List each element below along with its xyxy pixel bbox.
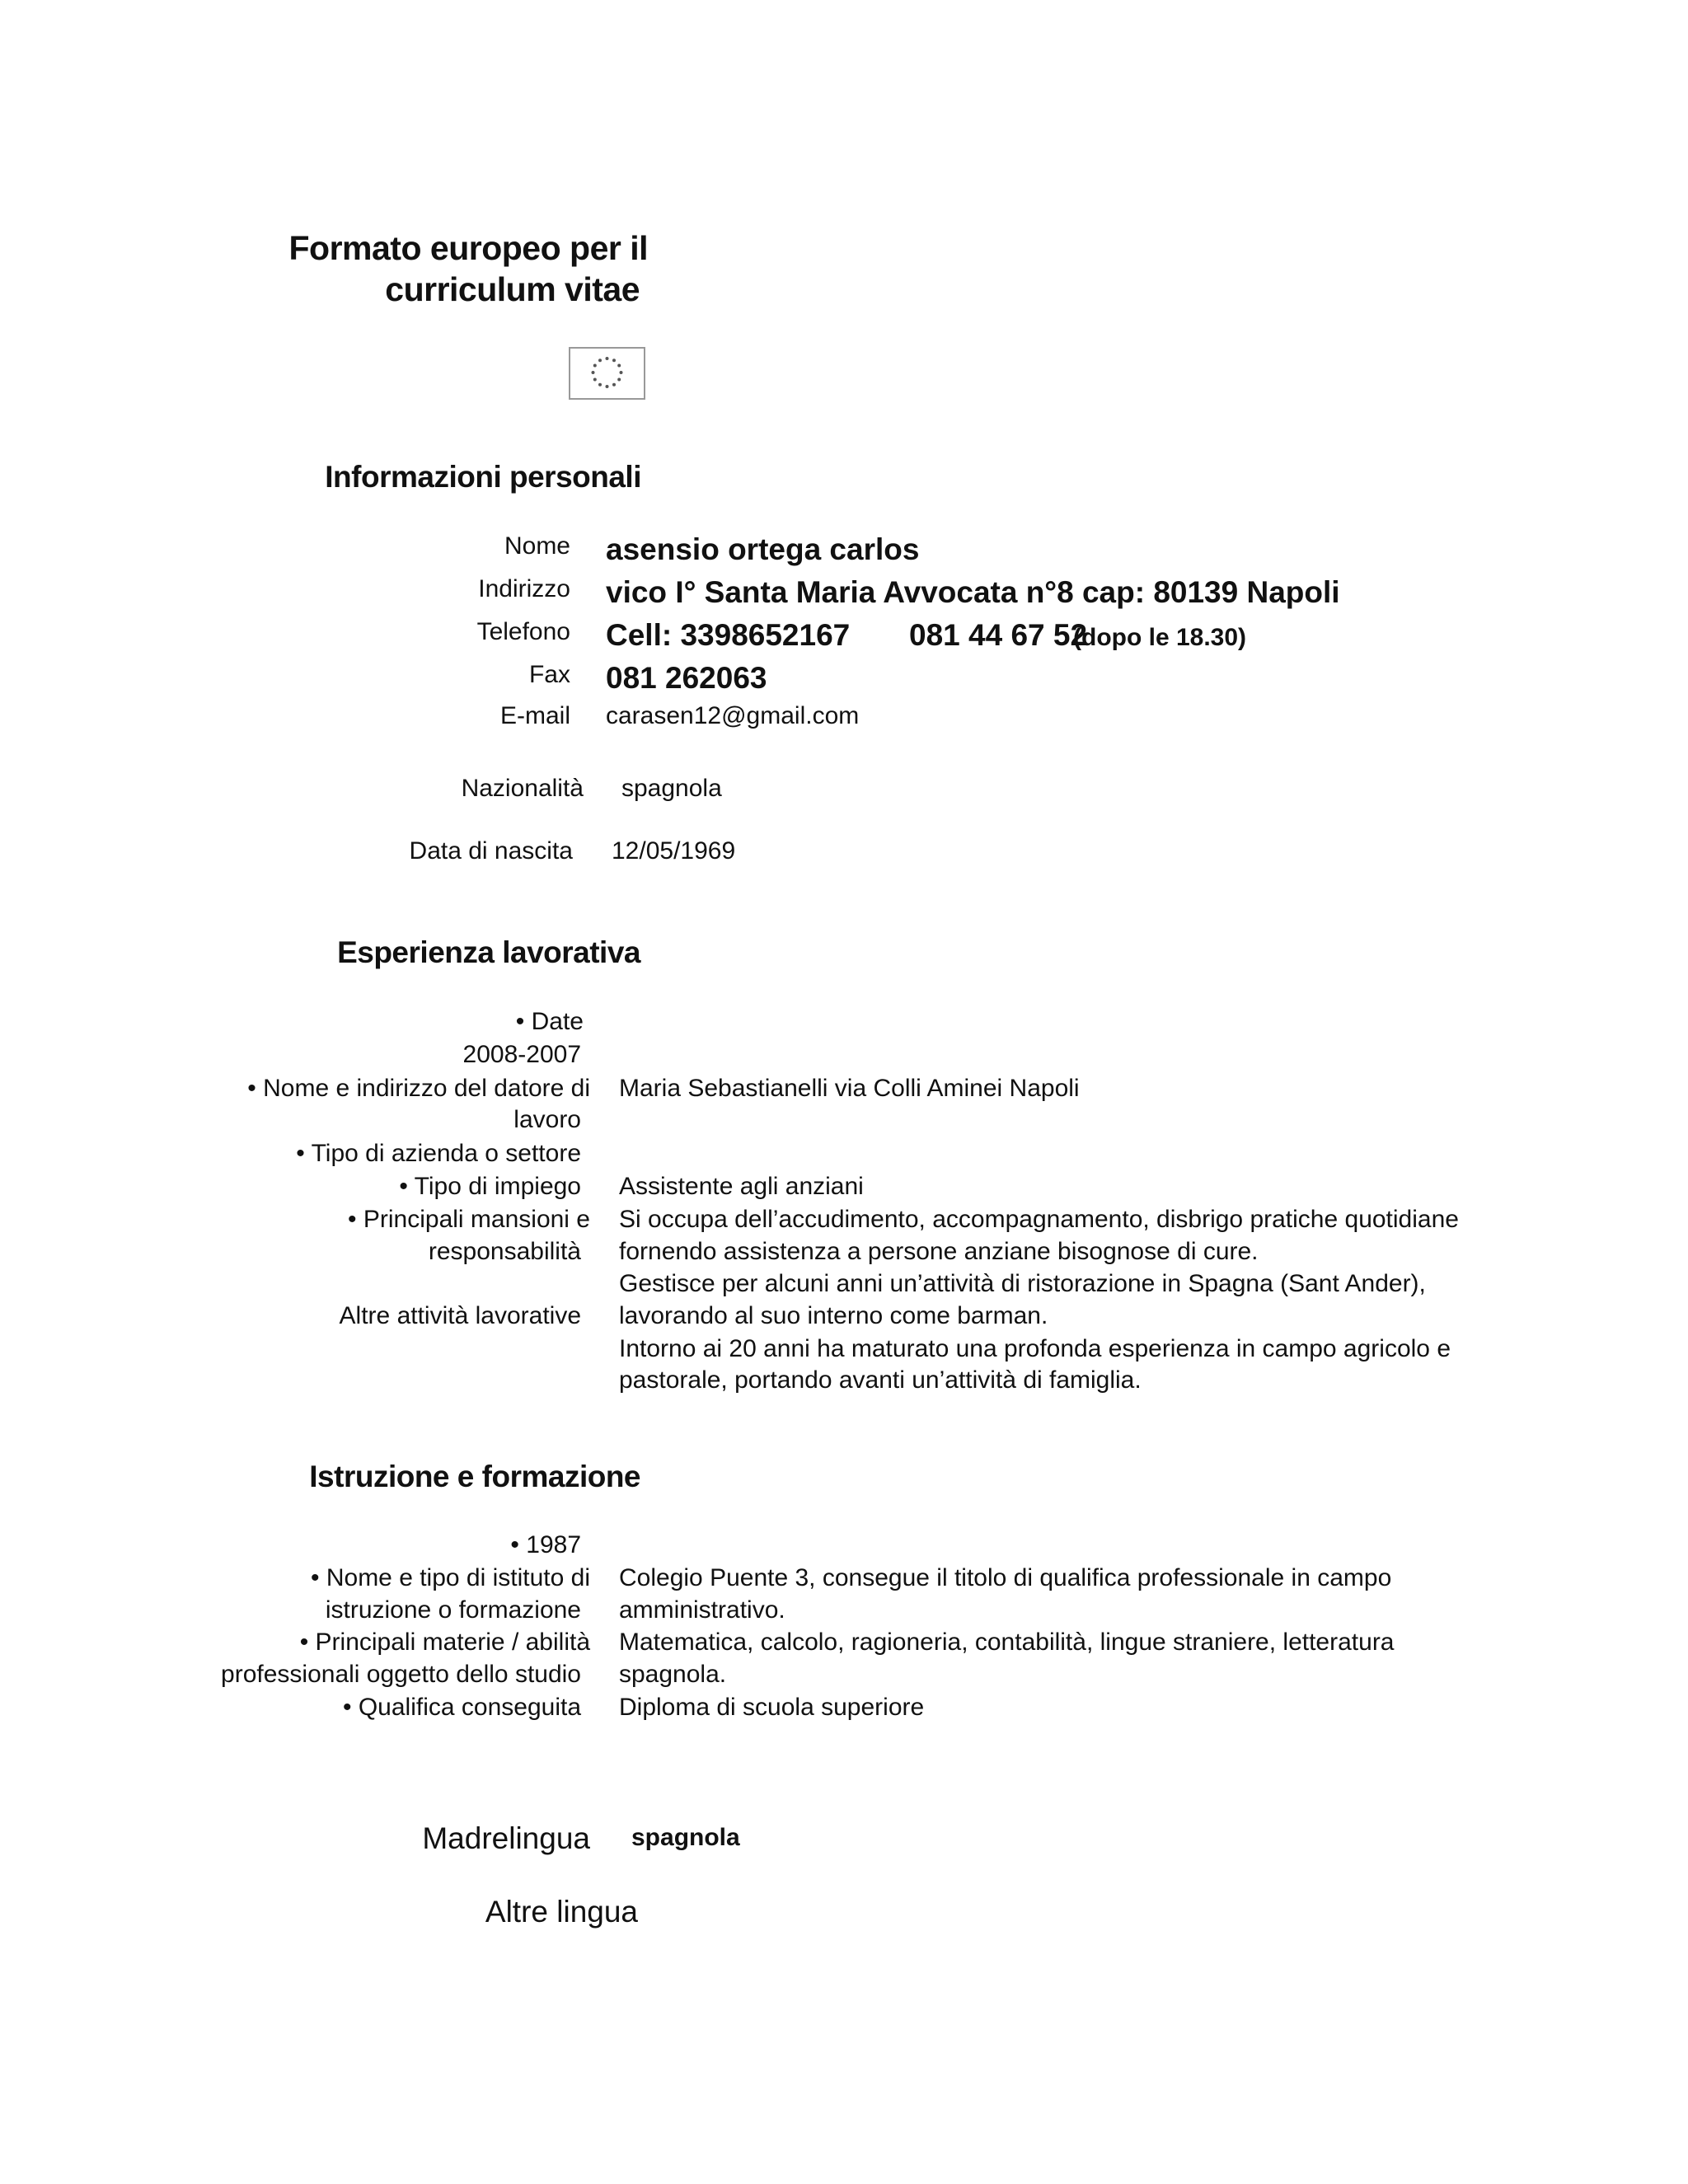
- institute-label-2: istruzione o formazione: [325, 1596, 581, 1624]
- duties-value-1: Si occupa dell’accudimento, accompagnamento, disbrigo pratiche quotidiane: [619, 1206, 1459, 1233]
- institute-label-1: • Nome e tipo di istituto di: [311, 1564, 590, 1591]
- other-work-value-1: Gestisce per alcuni anni un’attività di ristorazione in Spagna (Sant Ander),: [619, 1270, 1426, 1297]
- subjects-label-2: professionali oggetto dello studio: [221, 1661, 581, 1688]
- subjects-value-2: spagnola.: [619, 1661, 727, 1688]
- other-work-value-2: lavorando al suo interno come barman.: [619, 1302, 1048, 1329]
- qualification-label: • Qualifica conseguita: [343, 1694, 581, 1721]
- fax-label: Fax: [528, 661, 570, 688]
- cv-title-line1: Formato europeo per il: [288, 229, 648, 267]
- email-value: carasen12@gmail.com: [606, 702, 860, 729]
- edu-year-label: • 1987: [510, 1531, 581, 1558]
- eu-flag-stars-icon: [570, 349, 644, 398]
- duties-value-2: fornendo assistenza a persone anziane bisognose di cure.: [619, 1238, 1259, 1265]
- other-work-value-4: pastorale, portando avanti un’attività di famiglia.: [619, 1366, 1142, 1394]
- nationality-value: spagnola: [621, 775, 722, 802]
- institute-value-2: amministrativo.: [619, 1596, 785, 1624]
- birth-value: 12/05/1969: [612, 837, 736, 865]
- mother-tongue-label: Madrelingua: [422, 1821, 590, 1855]
- duties-label-1: • Principali mansioni e: [348, 1206, 590, 1233]
- nationality-label: Nazionalità: [461, 775, 584, 802]
- eu-flag-icon: [569, 347, 645, 400]
- employer-label-1: • Nome e indirizzo del datore di: [247, 1075, 590, 1102]
- job-type-label: • Tipo di impiego: [399, 1173, 581, 1200]
- duties-label-2: responsabilità: [428, 1238, 581, 1265]
- address-label: Indirizzo: [478, 575, 570, 602]
- birth-label: Data di nascita: [409, 837, 573, 865]
- employer-value: Maria Sebastianelli via Colli Aminei Napoli: [619, 1075, 1080, 1102]
- phone-home-value: 081 44 67 52: [909, 618, 1088, 652]
- name-value: asensio ortega carlos: [606, 532, 920, 566]
- employer-label-2: lavoro: [513, 1106, 581, 1133]
- address-value: vico I° Santa Maria Avvocata n°8 cap: 80139 Napoli: [606, 575, 1340, 609]
- institute-value-1: Colegio Puente 3, consegue il titolo di qualifica professionale in campo: [619, 1564, 1392, 1591]
- other-work-label: Altre attività lavorative: [339, 1302, 581, 1329]
- phone-cell-value: Cell: 3398652167: [606, 618, 851, 652]
- fax-value: 081 262063: [606, 661, 767, 695]
- experience-heading: Esperienza lavorativa: [337, 935, 640, 969]
- subjects-label-1: • Principali materie / abilità: [299, 1629, 590, 1656]
- phone-label: Telefono: [476, 618, 570, 645]
- name-label: Nome: [504, 532, 570, 560]
- exp-date-label: • Date: [515, 1008, 584, 1035]
- exp-date-value: 2008-2007: [462, 1041, 581, 1068]
- qualification-value: Diploma di scuola superiore: [619, 1694, 925, 1721]
- mother-tongue-value: spagnola: [631, 1824, 740, 1851]
- job-type-value: Assistente agli anziani: [619, 1173, 864, 1200]
- other-work-value-3: Intorno ai 20 anni ha maturato una profonda esperienza in campo agricolo e: [619, 1335, 1451, 1362]
- phone-note: (dopo le 18.30): [1073, 624, 1247, 651]
- subjects-value-1: Matematica, calcolo, ragioneria, contabilità, lingue straniere, letteratura: [619, 1629, 1395, 1656]
- email-label: E-mail: [499, 702, 570, 729]
- education-heading: Istruzione e formazione: [309, 1460, 640, 1493]
- other-languages-label: Altre lingua: [485, 1895, 638, 1929]
- personal-info-heading: Informazioni personali: [325, 460, 641, 494]
- sector-label: • Tipo di azienda o settore: [296, 1140, 581, 1167]
- cv-title-line2: curriculum vitae: [385, 270, 640, 308]
